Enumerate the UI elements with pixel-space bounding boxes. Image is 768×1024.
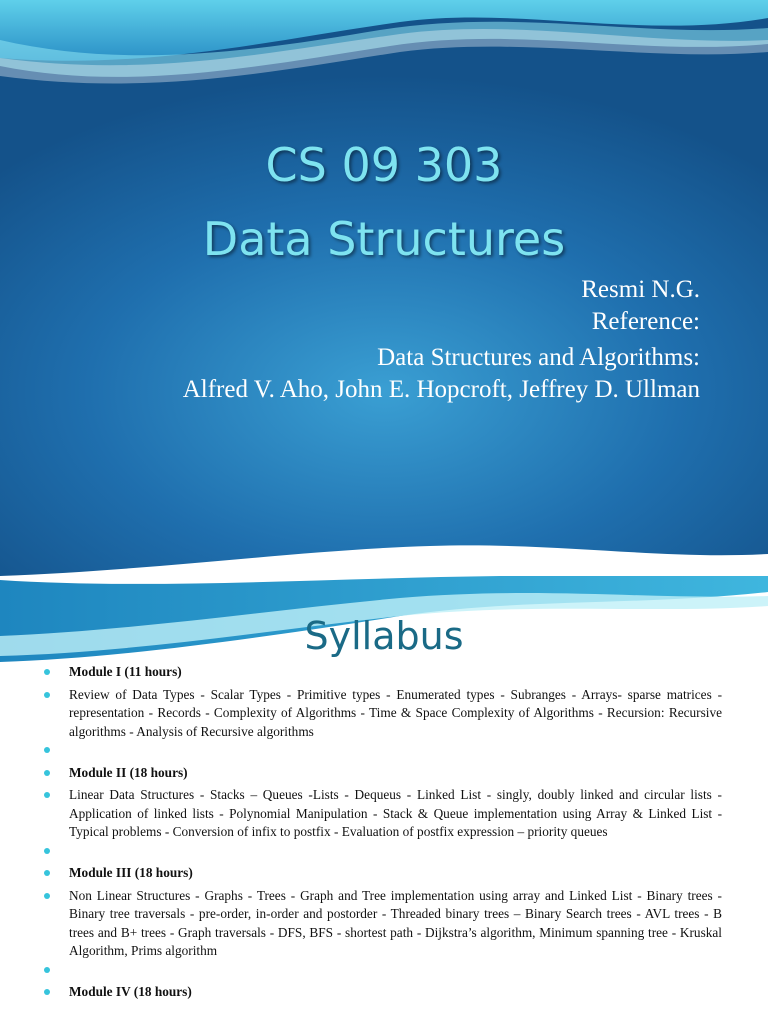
bullet-icon — [44, 893, 50, 899]
bullet-icon — [44, 989, 50, 995]
module-content: Linear Data Structures - Stacks – Queues -Lists - Dequeus - Linked List - singly, doubly linked and circular lists - Application of linked lists - Polynomial Manipulation - Stack & Queue implementation using Array & Linked List - Typical problems - Conversion of infix to postfix - Evaluation of postfix expression – priority queues — [69, 787, 722, 839]
bullet-icon — [44, 770, 50, 776]
reference-book-authors: Alfred V. Aho, John E. Hopcroft, Jeffrey D. Ullman — [182, 376, 700, 403]
author-name: Resmi N.G. — [581, 276, 700, 303]
list-item — [0, 983, 768, 1002]
list-item — [0, 741, 768, 760]
bullet-icon — [44, 792, 50, 798]
slide-title-code: CS 09 303 — [265, 138, 503, 192]
module-heading: Module I (11 hours) — [69, 664, 182, 679]
syllabus-slide — [0, 576, 768, 1024]
syllabus-title: Syllabus — [304, 614, 464, 658]
list-item — [0, 686, 768, 742]
module-content: Review of Data Types - Scalar Types - Primitive types - Enumerated types - Subranges - Arrays- sparse matrices - representation - Records - Complexity of Algorithms - Time & Space Complexity of Algorithms - Recursion: Recursive algorithms - Analysis of Recursive algorithms — [69, 686, 722, 739]
reference-label: Reference: — [591, 308, 700, 335]
syllabus-list — [0, 663, 768, 1002]
bottom-wave-decoration — [0, 540, 768, 576]
module-heading: Module IV (18 hours) — [69, 984, 192, 999]
bullet-icon — [44, 669, 50, 675]
list-item — [0, 786, 768, 842]
list-item — [0, 864, 768, 883]
list-item — [0, 764, 768, 783]
module-content: Non Linear Structures - Graphs - Trees - Graph and Tree implementation using array and Linked List - Binary trees - Binary tree traversals - pre-order, in-order and postorder - Threaded binary trees – Binary Search trees - AVL trees - B trees and B+ trees - Graph traversals - DFS, BFS - shortest path - Dijkstra’s algorithm, Minimum spanning tree - Kruskal Algorithm, Prims algorithm — [69, 887, 722, 958]
reference-book-title: Data Structures and Algorithms: — [377, 344, 700, 371]
list-item — [0, 961, 768, 980]
bullet-icon — [44, 967, 50, 973]
list-item — [0, 663, 768, 682]
bullet-icon — [44, 848, 50, 854]
bullet-icon — [44, 870, 50, 876]
top-wave-decoration — [0, 0, 768, 110]
module-heading: Module II (18 hours) — [69, 764, 188, 780]
list-item — [0, 887, 768, 961]
bullet-icon — [44, 747, 50, 753]
slide-title-name: Data Structures — [202, 212, 566, 266]
list-item — [0, 842, 768, 861]
module-heading: Module III (18 hours) — [69, 865, 193, 880]
bullet-icon — [44, 692, 50, 698]
